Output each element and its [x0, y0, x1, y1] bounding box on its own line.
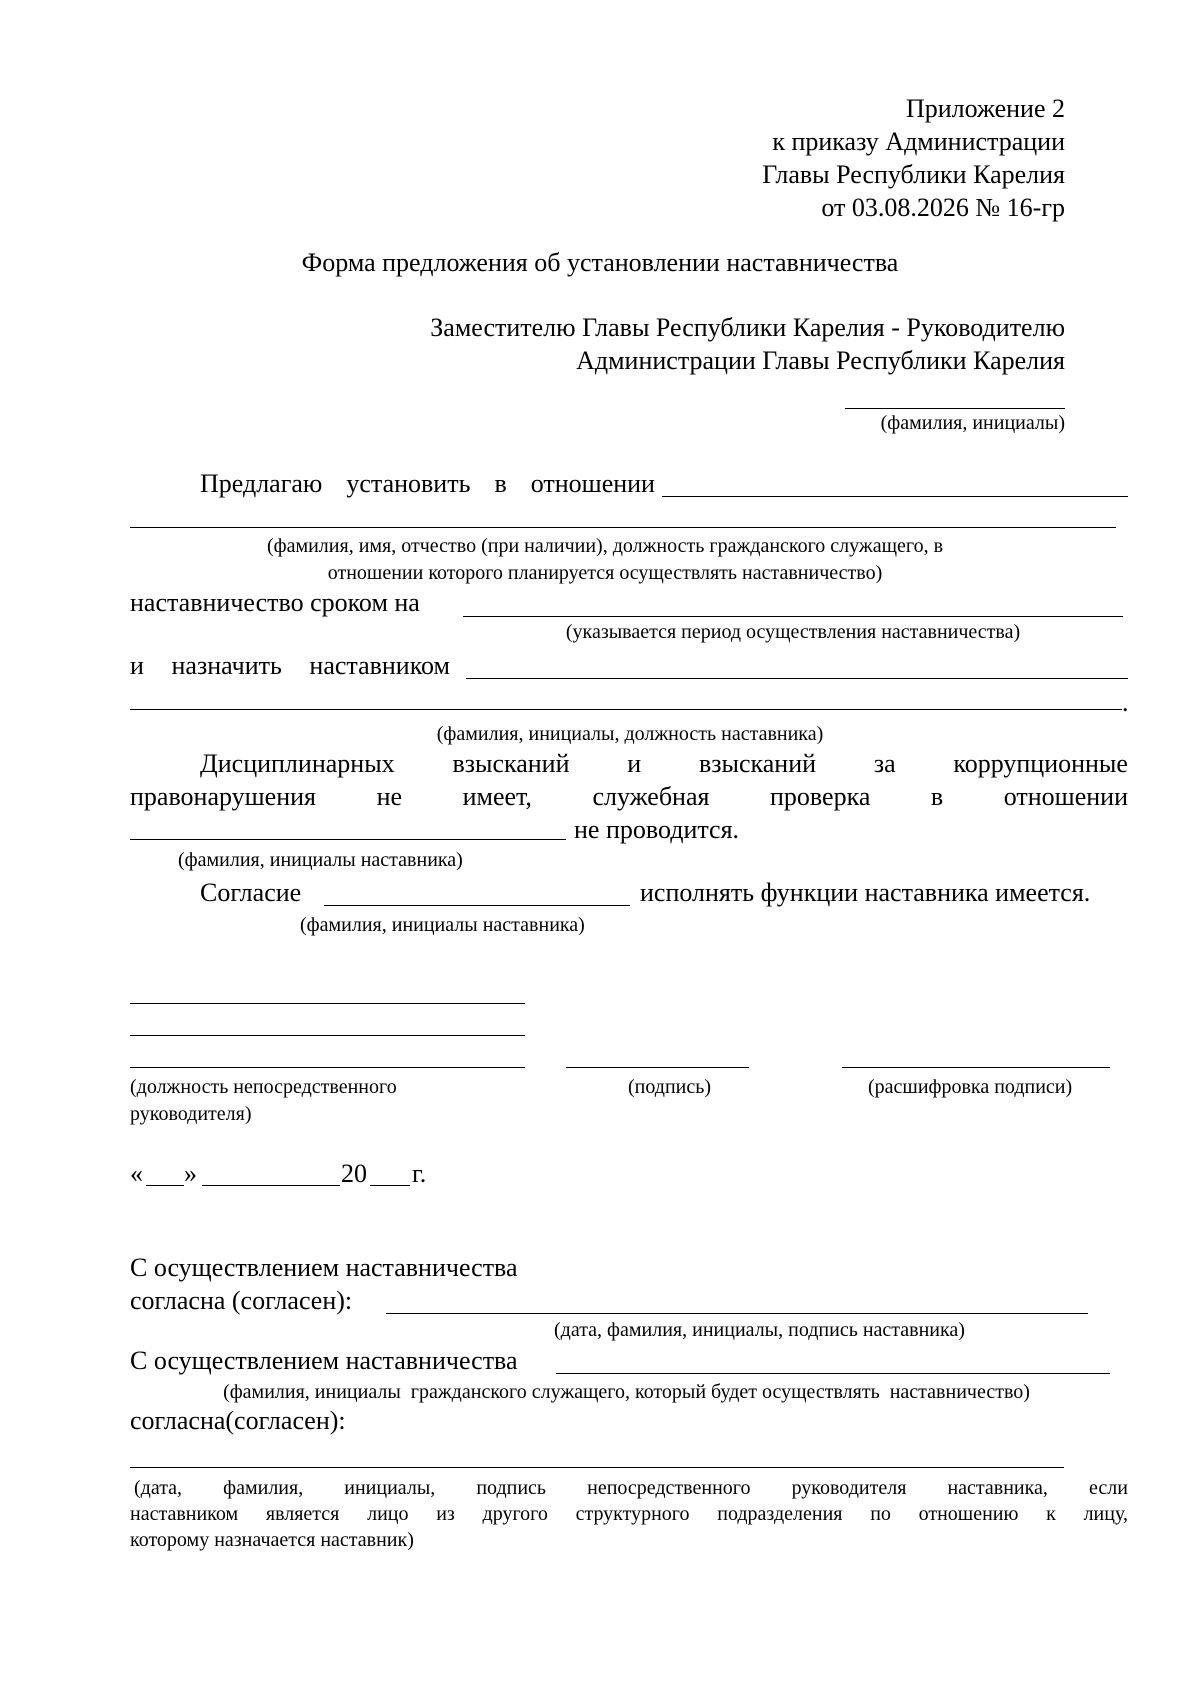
appendix-label: Приложение 2: [905, 94, 1065, 123]
addressee-caption: (фамилия, инициалы): [880, 412, 1065, 434]
addressee-line-2: Администрации Главы Республики Карелия: [576, 346, 1065, 375]
position-line-3[interactable]: [130, 1067, 525, 1068]
mentor-name-caption: (фамилия, инициалы наставника): [178, 849, 463, 871]
term-label: наставничество сроком на: [130, 588, 420, 617]
consent-tail-text: исполнять функции наставника имеется.: [640, 878, 1091, 907]
manager-note-line-3: которому назначается наставник): [130, 1529, 414, 1551]
employee-caption-1: (фамилия, имя, отчество (при наличии), должность гражданского служащего, в: [266, 535, 944, 557]
position-line-2[interactable]: [130, 1035, 525, 1036]
date-year-line[interactable]: [370, 1185, 410, 1186]
employee-position-line[interactable]: [130, 527, 1116, 528]
signature-line[interactable]: [566, 1067, 749, 1068]
position-caption-1: (должность непосредственного: [130, 1076, 397, 1098]
mentee-consent-line-1: С осуществлением наставничества: [130, 1346, 518, 1375]
propose-text: Предлагаю установить в отношении: [200, 469, 655, 498]
manager-sign-line[interactable]: [130, 1467, 1064, 1468]
addressee-line-1: Заместителю Главы Республики Карелия - Руководителю: [430, 313, 1065, 342]
period-mark: .: [1122, 688, 1129, 717]
mentee-consent-name-line[interactable]: [556, 1373, 1110, 1374]
manager-note-line-1: (дата, фамилия, инициалы, подпись непосредственного руководителя наставника, если: [134, 1477, 1128, 1499]
consent-label: Согласие: [200, 878, 302, 907]
mentor-caption: (фамилия, инициалы, должность наставника): [436, 723, 824, 745]
manager-note-line-2: наставником является лицо из другого структурного подразделения по отношению к лицу,: [130, 1503, 1128, 1525]
date-day-line[interactable]: [146, 1185, 184, 1186]
term-line[interactable]: [463, 616, 1123, 617]
appoint-text: и назначить наставником: [130, 651, 450, 680]
disciplinary-line-2: правонарушения не имеет, служебная проверка в отношении: [130, 782, 1128, 811]
date-month-line[interactable]: [202, 1185, 340, 1186]
organization-name: Главы Республики Карелия: [762, 160, 1065, 189]
disciplinary-line-1: Дисциплинарных взысканий и взысканий за коррупционные: [200, 749, 1128, 778]
employee-caption-2: отношении которого планируется осуществлять наставничество): [327, 562, 883, 584]
date-open-quote: «: [130, 1159, 143, 1188]
consent-name-line[interactable]: [324, 905, 630, 906]
term-caption: (указывается период осуществления наставничества): [565, 621, 1021, 643]
mentor-consent-line-2: согласна (согласен):: [130, 1286, 353, 1315]
addressee-name-line[interactable]: [845, 408, 1065, 409]
employee-name-line[interactable]: [662, 496, 1128, 497]
position-caption-2: руководителя): [130, 1103, 252, 1125]
mentee-consent-line-2: согласна(согласен):: [130, 1406, 346, 1435]
signature-decode-line[interactable]: [842, 1067, 1110, 1068]
consent-caption: (фамилия, инициалы наставника): [300, 914, 585, 936]
date-year-suffix: г.: [412, 1159, 427, 1188]
form-title: Форма предложения об установлении наставничества: [301, 248, 899, 277]
mentor-consent-sign-line[interactable]: [386, 1313, 1088, 1314]
order-reference: к приказу Администрации: [772, 127, 1065, 156]
mentor-name-line[interactable]: [466, 678, 1128, 679]
mentor-consent-line-1: С осуществлением наставничества: [130, 1253, 518, 1282]
mentor-consent-caption: (дата, фамилия, инициалы, подпись наставника): [554, 1319, 965, 1341]
order-date-number: от 03.08.2026 № 16-гр: [821, 193, 1065, 222]
position-line-1[interactable]: [130, 1003, 525, 1004]
signature-decode-caption: (расшифровка подписи): [868, 1076, 1073, 1098]
not-conducted-text: не проводится.: [574, 815, 740, 844]
mentee-consent-caption: (фамилия, инициалы гражданского служащего, который будет осуществлять наставничество): [223, 1381, 1030, 1403]
date-close-quote: »: [184, 1159, 197, 1188]
mentor-check-name-line[interactable]: [130, 839, 566, 840]
signature-caption: (подпись): [628, 1076, 712, 1098]
date-year-prefix: 20: [341, 1159, 367, 1188]
mentor-position-line[interactable]: [130, 709, 1122, 710]
